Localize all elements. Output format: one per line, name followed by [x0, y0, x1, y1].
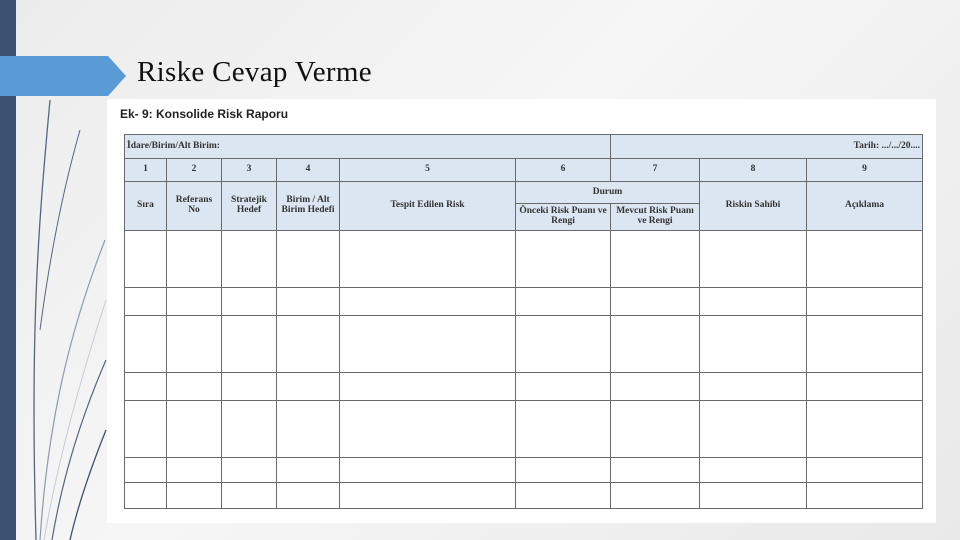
table-cell[interactable] [700, 316, 807, 373]
risk-report-table [124, 134, 923, 509]
table-cell[interactable] [125, 373, 167, 401]
table-cell[interactable] [222, 231, 277, 288]
table-cell[interactable] [611, 316, 700, 373]
table-cell[interactable] [125, 231, 167, 288]
table-cell[interactable] [700, 483, 807, 509]
table-cell[interactable] [277, 231, 340, 288]
column-number: 4 [277, 159, 340, 182]
table-cell[interactable] [340, 231, 516, 288]
table-cell[interactable] [222, 458, 277, 483]
header-row-1 [125, 182, 923, 204]
table-cell[interactable] [277, 316, 340, 373]
table-cell[interactable] [611, 401, 700, 458]
table-cell[interactable] [167, 288, 222, 316]
slide-title: Riske Cevap Verme [137, 56, 372, 88]
date-label: Tarih: .../.../20.... [611, 135, 923, 159]
table-cell[interactable] [222, 483, 277, 509]
column-number: 6 [516, 159, 611, 182]
table-cell[interactable] [125, 316, 167, 373]
table-cell[interactable] [807, 373, 923, 401]
table-cell[interactable] [125, 483, 167, 509]
header-mevcut-risk: Mevcut Risk Puanı ve Rengi [611, 204, 700, 231]
header-onceki-risk: Önceki Risk Puanı ve Rengi [516, 204, 611, 231]
header-referans-no: Referans No [167, 182, 222, 231]
header-aciklama: Açıklama [807, 182, 923, 231]
table-cell[interactable] [340, 458, 516, 483]
table-row [125, 316, 923, 373]
table-cell[interactable] [807, 316, 923, 373]
unit-label: İdare/Birim/Alt Birim: [125, 135, 611, 159]
column-number: 8 [700, 159, 807, 182]
table-cell[interactable] [807, 401, 923, 458]
header-durum: Durum [516, 182, 700, 204]
table-cell[interactable] [222, 401, 277, 458]
document-title: Ek- 9: Konsolide Risk Raporu [120, 107, 289, 121]
table-cell[interactable] [807, 231, 923, 288]
table-cell[interactable] [700, 458, 807, 483]
table-cell[interactable] [516, 373, 611, 401]
table-cell[interactable] [340, 316, 516, 373]
table-row [125, 373, 923, 401]
table-cell[interactable] [222, 288, 277, 316]
table-cell[interactable] [167, 401, 222, 458]
table-cell[interactable] [222, 373, 277, 401]
table-cell[interactable] [611, 483, 700, 509]
column-number: 7 [611, 159, 700, 182]
column-number: 9 [807, 159, 923, 182]
unit-date-row [125, 135, 923, 159]
table-cell[interactable] [516, 288, 611, 316]
table-cell[interactable] [807, 483, 923, 509]
table-cell[interactable] [807, 288, 923, 316]
table-row [125, 458, 923, 483]
column-number: 2 [167, 159, 222, 182]
table-cell[interactable] [125, 401, 167, 458]
table-cell[interactable] [277, 483, 340, 509]
table-cell[interactable] [611, 231, 700, 288]
column-number: 1 [125, 159, 167, 182]
table-cell[interactable] [340, 483, 516, 509]
table-cell[interactable] [516, 401, 611, 458]
table-cell[interactable] [611, 458, 700, 483]
table-row [125, 231, 923, 288]
table-row [125, 483, 923, 509]
table-cell[interactable] [125, 458, 167, 483]
table-row [125, 401, 923, 458]
column-number: 5 [340, 159, 516, 182]
table-cell[interactable] [700, 401, 807, 458]
table-cell[interactable] [167, 458, 222, 483]
column-number-row [125, 159, 923, 182]
table-cell[interactable] [516, 231, 611, 288]
table-cell[interactable] [277, 458, 340, 483]
header-tespit-edilen-risk: Tespit Edilen Risk [340, 182, 516, 231]
header-riskin-sahibi: Riskin Sahibi [700, 182, 807, 231]
header-birim-hedefi: Birim / Alt Birim Hedefi [277, 182, 340, 231]
table-cell[interactable] [167, 373, 222, 401]
table-cell[interactable] [700, 288, 807, 316]
table-cell[interactable] [125, 288, 167, 316]
table-cell[interactable] [807, 458, 923, 483]
table-cell[interactable] [167, 316, 222, 373]
table-cell[interactable] [167, 231, 222, 288]
table-cell[interactable] [700, 373, 807, 401]
table-cell[interactable] [611, 373, 700, 401]
table-cell[interactable] [340, 373, 516, 401]
header-stratejik-hedef: Stratejik Hedef [222, 182, 277, 231]
table-cell[interactable] [167, 483, 222, 509]
table-cell[interactable] [277, 401, 340, 458]
table-cell[interactable] [516, 458, 611, 483]
table-cell[interactable] [277, 373, 340, 401]
table-cell[interactable] [340, 401, 516, 458]
table-row [125, 288, 923, 316]
table-cell[interactable] [277, 288, 340, 316]
table-cell[interactable] [340, 288, 516, 316]
header-sira: Sıra [125, 182, 167, 231]
table-cell[interactable] [222, 316, 277, 373]
table-cell[interactable] [516, 316, 611, 373]
table-cell[interactable] [700, 231, 807, 288]
table-cell[interactable] [516, 483, 611, 509]
title-arrow-shape [0, 56, 126, 96]
report-document [107, 99, 936, 523]
table-cell[interactable] [611, 288, 700, 316]
column-number: 3 [222, 159, 277, 182]
